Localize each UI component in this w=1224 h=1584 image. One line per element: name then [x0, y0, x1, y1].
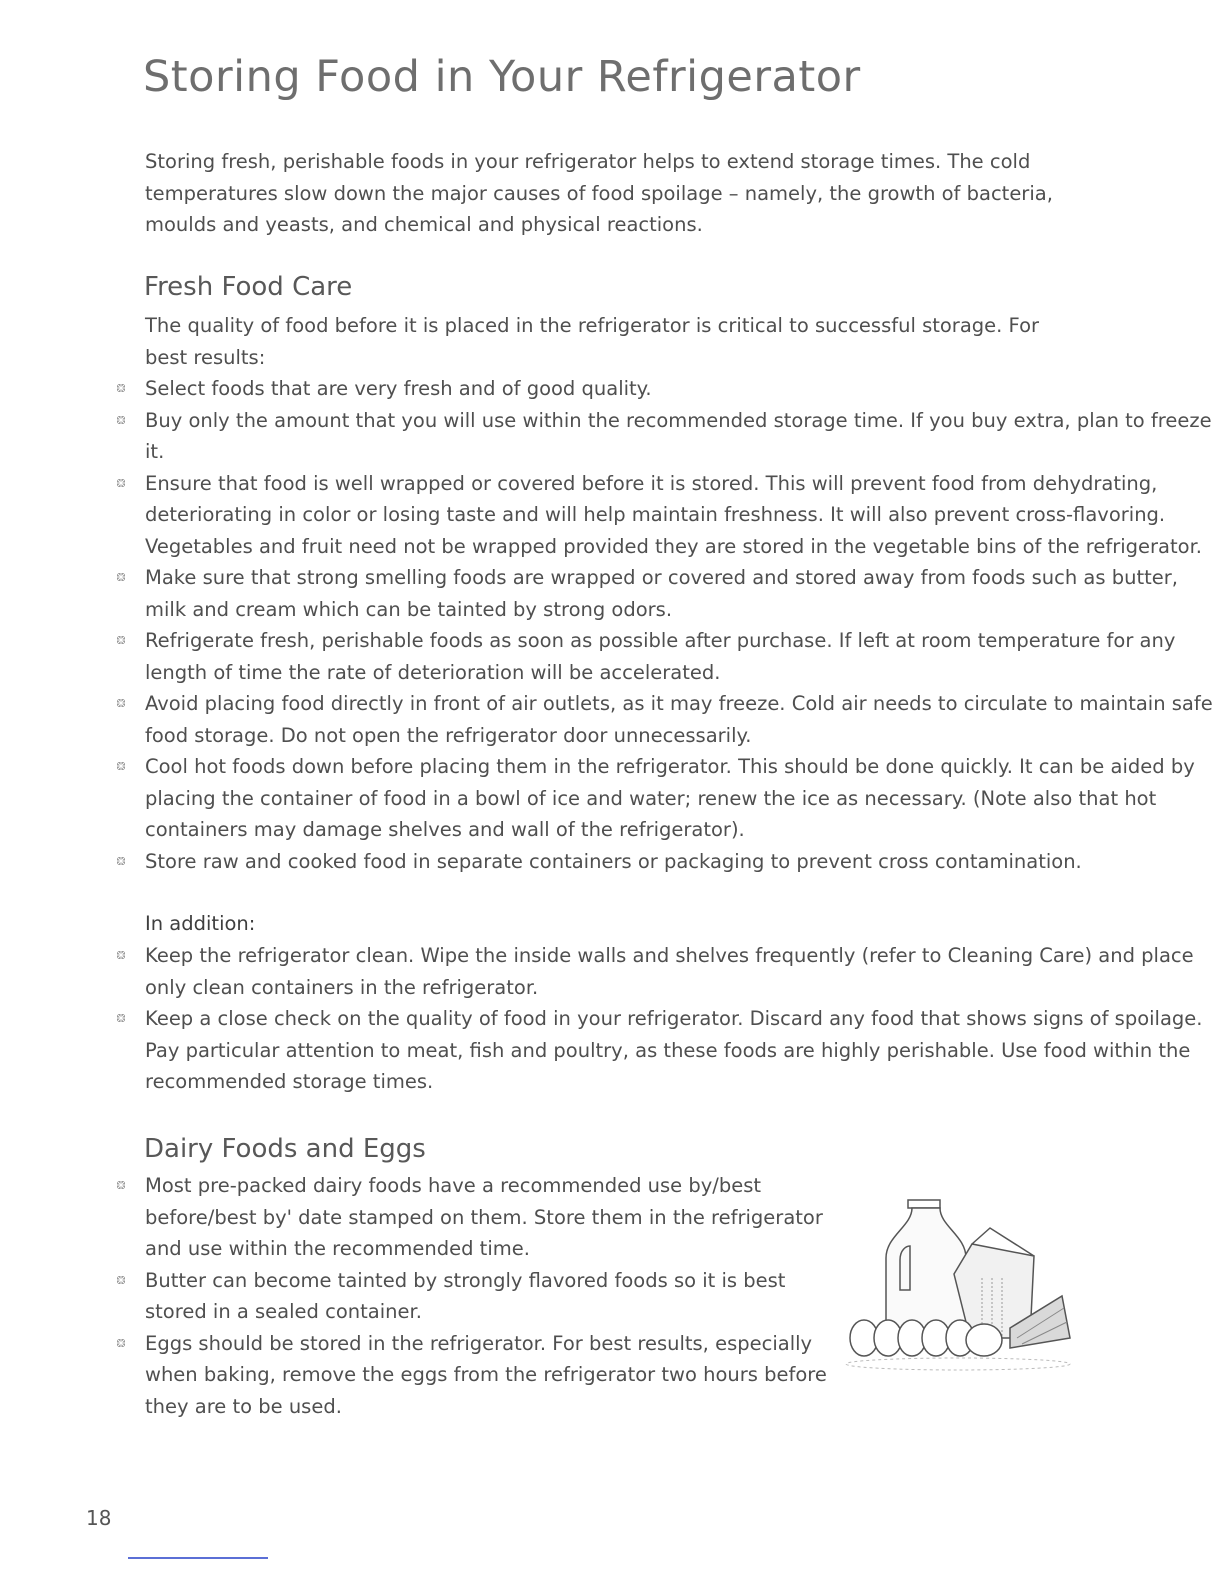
dairy-heading: Dairy Foods and Eggs: [144, 1134, 426, 1164]
addition-list: [0, 940, 1224, 1098]
list-item: [0, 1003, 1224, 1098]
bullet-icon: [116, 698, 126, 708]
bullet-icon: [116, 415, 126, 425]
fresh-food-intro: The quality of food before it is placed in the refrigerator is critical to successful storage. For best results:: [145, 314, 1040, 369]
list-item-text: Select foods that are very fresh and of good quality.: [145, 377, 652, 400]
fresh-food-heading: Fresh Food Care: [144, 272, 353, 302]
bullet-icon: [116, 572, 126, 582]
footer-rule: [128, 1557, 268, 1559]
in-addition-label: In addition:: [145, 912, 256, 935]
intro-paragraph: Storing fresh, perishable foods in your refrigerator helps to extend storage times. The cold temperatures slow down the major causes of food spoilage – namely, the growth of bacteria, moulds and yeasts, and chemical and physical reactions.: [145, 150, 1053, 236]
list-item-text: Cool hot foods down before placing them in the refrigerator. This should be done quickly. It can be aided by placing the container of food in a bowl of ice and water; renew the ice as necessary. (Note also that hot containers may damage shelves and wall of the refrigerator).: [145, 755, 1195, 841]
list-item-text: Most pre-packed dairy foods have a recommended use by/best before/best by' date stamped on them. Store them in the refrigerator and use within the recommended time.: [145, 1174, 823, 1260]
list-item-text: Keep a close check on the quality of food in your refrigerator. Discard any food that shows signs of spoilage. Pay particular attention to meat, fish and poultry, as these foods are highly perishable. Use food within the recommended storage times.: [145, 1007, 1203, 1093]
list-item: [0, 562, 1224, 625]
bullet-icon: [116, 761, 126, 771]
bullet-icon: [116, 1013, 126, 1023]
list-item: [0, 1328, 830, 1423]
list-item-text: Ensure that food is well wrapped or covered before it is stored. This will prevent food from dehydrating, deteriorating in color or losing taste and will help maintain freshness. It will also prevent cross-flavoring. Vegetables and fruit need not be wrapped provided they are stored in the vegetable bins of the refrigerator.: [145, 471, 1202, 558]
list-item: [0, 940, 1224, 1003]
list-item: [0, 1265, 830, 1328]
list-item: [0, 751, 1224, 846]
list-item: [0, 1170, 830, 1265]
list-item-text: Eggs should be stored in the refrigerator. For best results, especially when baking, remove the eggs from the refrigerator two hours before they are to be used.: [145, 1331, 827, 1418]
list-item: [0, 405, 1224, 468]
list-item-text: Keep the refrigerator clean. Wipe the inside walls and shelves frequently (refer to Cleaning Care) and place only clean containers in the refrigerator.: [145, 944, 1194, 999]
list-item-text: Avoid placing food directly in front of air outlets, as it may freeze. Cold air needs to circulate to maintain safe food storage. Do not open the refrigerator door unnecessarily.: [145, 692, 1213, 747]
page-title: Storing Food in Your Refrigerator: [143, 52, 861, 102]
dairy-and-eggs-icon: [842, 1178, 1074, 1378]
bullet-icon: [116, 950, 126, 960]
list-item-text: Store raw and cooked food in separate containers or packaging to prevent cross contamination.: [145, 849, 1082, 873]
list-item: [0, 625, 1224, 688]
list-item-text: Butter can become tainted by strongly flavored foods so it is best stored in a sealed container.: [145, 1268, 786, 1323]
bullet-icon: [116, 635, 126, 645]
list-item: [0, 468, 1224, 563]
fresh-food-list: [0, 373, 1224, 877]
list-item-text: Refrigerate fresh, perishable foods as soon as possible after purchase. If left at room temperature for any length of time the rate of deterioration will be accelerated.: [145, 629, 1176, 684]
list-item-text: Make sure that strong smelling foods are wrapped or covered and stored away from foods such as butter, milk and cream which can be tainted by strong odors.: [145, 566, 1178, 621]
bullet-icon: [116, 383, 126, 393]
bullet-icon: [116, 478, 126, 488]
list-item: [0, 846, 1224, 878]
bullet-icon: [116, 1180, 126, 1190]
list-item: [0, 688, 1224, 751]
page-number: 18: [86, 1506, 112, 1530]
bullet-icon: [116, 856, 126, 866]
dairy-list: [0, 1170, 830, 1422]
bullet-icon: [116, 1275, 126, 1285]
list-item-text: Buy only the amount that you will use within the recommended storage time. If you buy extra, plan to freeze it.: [145, 408, 1212, 463]
list-item: [0, 373, 1224, 405]
bullet-icon: [116, 1338, 126, 1348]
